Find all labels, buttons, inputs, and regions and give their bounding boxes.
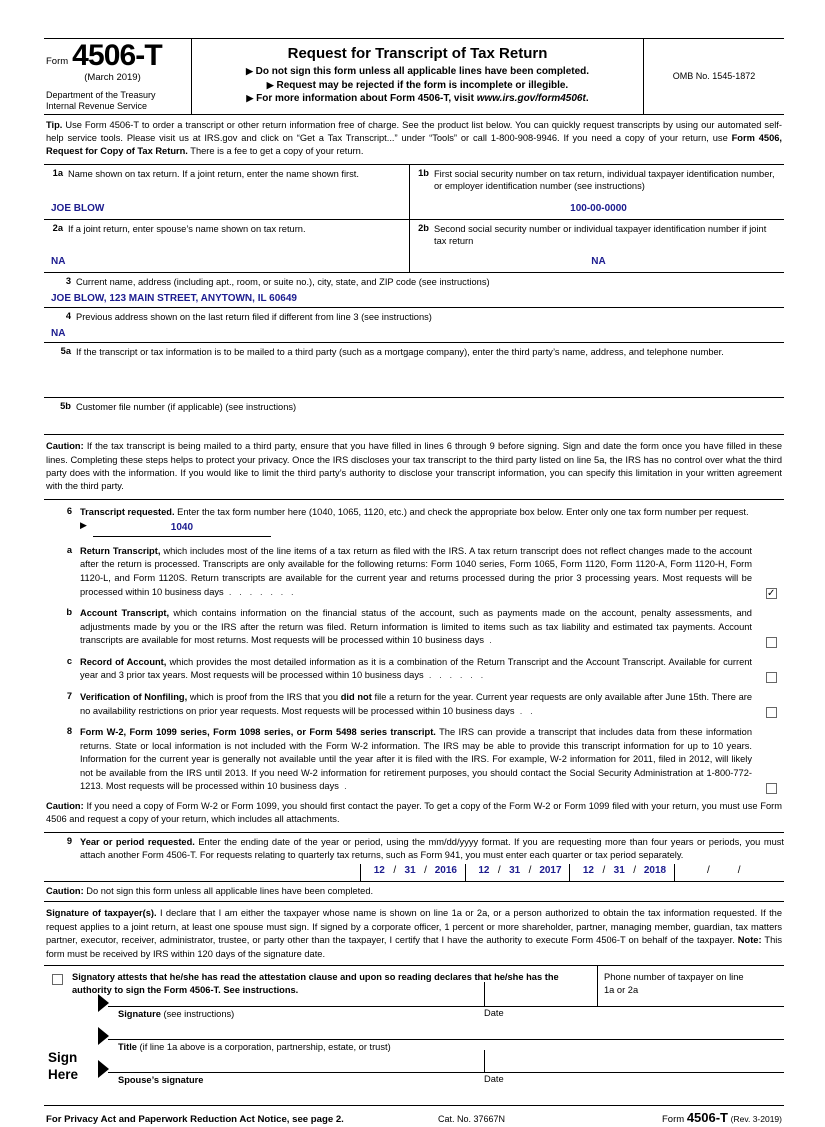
line-6-body xyxy=(80,506,758,537)
tip-paragraph xyxy=(44,115,784,165)
item-b-bold-lead: Account Transcript, xyxy=(80,608,170,619)
item-b-checkbox-cell xyxy=(758,607,784,648)
item-b-number: b xyxy=(66,607,72,618)
header-title-block xyxy=(192,39,644,114)
tip-text-1: Use Form 4506-T to order a transcript or other return information free of charge. See the product list below. You can quickly request transcripts by using our automated self-help service tools. Please visit us at IRS.gov and click on “Get a Tax Transcript...” under “Tools” or call 1-800-908-9946. If you need a copy of your return, use xyxy=(46,119,782,144)
checkbox-account-transcript[interactable] xyxy=(766,637,777,648)
signature-text-2: This form must be received by IRS within 120 days of the signature date. xyxy=(46,935,783,959)
line-1a-label: Name shown on tax return. If a joint return, enter the name shown first. xyxy=(68,168,359,179)
header-bullet-3-period: . xyxy=(585,93,589,104)
row-line-2 xyxy=(44,220,784,273)
date-2-day[interactable]: 31 xyxy=(509,865,521,877)
line-9-bold-lead: Year or period requested. xyxy=(80,836,195,847)
attestation-checkbox-cell xyxy=(52,971,72,1001)
signature-caption-rest: (see instructions) xyxy=(160,1009,235,1020)
catalog-number: Cat. No. 37667N xyxy=(438,1114,506,1125)
line-5b-label: Customer file number (if applicable) (see instructions) xyxy=(76,402,297,413)
form-number: 4506-T xyxy=(72,39,162,72)
item-7-text: which is proof from the IRS that you did not file a return for the year. Current year requests are only available after June 15th. There are no availability restrictions on prior year requests. Most requests will be processed within 10 business days xyxy=(80,691,753,716)
line-5b-value[interactable] xyxy=(48,414,780,420)
signature-note-label: Note: xyxy=(737,935,762,946)
sign-here-line-2: Here xyxy=(48,1067,79,1083)
date-group-2[interactable] xyxy=(465,864,570,881)
footer-form-word: Form xyxy=(662,1114,685,1126)
line-4-label: Previous address shown on the last return filed if different from line 3 (see instructions) xyxy=(76,311,432,322)
date-1-month[interactable]: 12 xyxy=(373,865,385,877)
tip-bold-form-4506: Form 4506, Request for Copy of Tax Return. xyxy=(46,133,783,157)
row-item-a xyxy=(44,541,784,603)
caution-3-label: Caution: xyxy=(46,885,84,896)
date-4-slash-1: / xyxy=(707,865,710,877)
signature-date-divider xyxy=(484,982,485,1006)
header-bullet-3-text: For more information about Form 4506-T, visit xyxy=(256,93,477,104)
signature-lines xyxy=(108,1006,784,1105)
caution-2-text: If you need a copy of Form W-2 or Form 1099, you should first contact the payer. To get a copy of the Form W-2 or Form 1099 filed with your return, you must use Form 4506 and request a copy of your return, which includes all attachments. xyxy=(46,800,782,825)
line-9-number: 9 xyxy=(66,835,72,846)
arrow-right-icon: ▶ xyxy=(245,66,253,76)
title-caption-rest: (if line 1a above is a corporation, partnership, estate, or trust) xyxy=(136,1042,391,1053)
item-a-text: which includes most of the line items of a tax return as filed with the IRS. A tax return transcript does not reflect changes made to the account after the return is processed. Transcripts are only available for the following returns: Form 1040 series, Form 1065, Form 1120, Form 1120-A, Form 1120-H, Form 1120-L, and Form 1120S. Return transcripts are available for the current year and returns processed during the prior 3 processing years. Most requests will be processed within 10 business days xyxy=(80,545,752,597)
signature-caption-bold: Signature xyxy=(118,1009,161,1020)
line-4-value[interactable]: NA xyxy=(51,328,66,340)
date-3-year[interactable]: 2018 xyxy=(643,865,667,877)
date-2-slash-1: / xyxy=(497,865,501,877)
item-a-leader: . . . . . . . xyxy=(223,586,297,597)
caution-3-text: Do not sign this form unless all applicable lines have been completed. xyxy=(83,885,374,896)
item-8-body xyxy=(80,726,758,794)
row-line-6 xyxy=(44,500,784,541)
caution-2-label: Caution: xyxy=(46,800,84,811)
date-1-slash-2: / xyxy=(424,865,427,877)
department-line-1: Department of the Treasury xyxy=(46,90,156,100)
line-1b-number: 1b xyxy=(418,167,429,178)
form-word-label: Form xyxy=(46,56,69,67)
row-line-9 xyxy=(44,833,784,881)
item-a-checkbox-cell xyxy=(758,545,784,599)
privacy-act-notice: For Privacy Act and Paperwork Reduction Act Notice, see page 2. xyxy=(46,1114,344,1126)
row-line-1 xyxy=(44,165,784,220)
line-6-value[interactable]: 1040 xyxy=(93,521,271,537)
line-9-text: Enter the ending date of the year or period, using the mm/dd/yyyy format. If you are requesting more than four years or periods, you must attach another Form 4506-T. For requests relating to quarterly tax returns, such as Form 941, you must enter each quarter or tax period separately. xyxy=(80,836,784,861)
line-2a-value[interactable]: NA xyxy=(51,255,66,267)
header-bullet-2 xyxy=(198,80,637,91)
item-7-leader: . . xyxy=(514,705,536,716)
item-7-checkbox-cell xyxy=(758,691,784,718)
row-line-4 xyxy=(44,308,784,343)
date-3-month[interactable]: 12 xyxy=(582,865,594,877)
item-7-number: 7 xyxy=(66,690,72,701)
date-3-slash-2: / xyxy=(633,865,636,877)
spouse-pointer-icon xyxy=(98,1060,109,1078)
caution-do-not-sign xyxy=(44,881,784,902)
cell-line-2a xyxy=(44,220,410,272)
date-3-slash-1: / xyxy=(602,865,606,877)
date-3-day[interactable]: 31 xyxy=(613,865,625,877)
line-5a-number: 5a xyxy=(60,346,71,357)
line-2a-label: If a joint return, enter spouse’s name shown on tax return. xyxy=(68,223,306,234)
arrow-right-icon: ▶ xyxy=(246,93,254,103)
spouse-signature-caption xyxy=(108,1073,784,1085)
attestation-row xyxy=(44,965,784,1006)
footer-form-number: 4506-T xyxy=(686,1110,729,1126)
date-2-month[interactable]: 12 xyxy=(478,865,490,877)
checkbox-record-of-account[interactable] xyxy=(766,672,777,683)
date-1-slash-1: / xyxy=(393,865,397,877)
spouse-signature-row xyxy=(108,1072,784,1105)
row-line-5a xyxy=(44,343,784,398)
arrow-right-icon: ▶ xyxy=(266,79,274,90)
page-title: Request for Transcript of Tax Return xyxy=(287,45,548,62)
item-b-leader: . xyxy=(484,635,495,646)
form-header xyxy=(44,38,784,115)
date-2-year[interactable]: 2017 xyxy=(539,865,562,877)
header-bullet-1 xyxy=(198,66,637,77)
item-8-leader: . xyxy=(338,781,350,792)
signature-text-1: I declare that I am either the taxpayer whose name is shown on line 1a or 2a, or a person authorized to obtain the tax information requested. If the request applies to a joint return, at least one spouse must sign. If signed by a corporate officer, 1 percent or more shareholder, partner, managing member, guardian, tax matters partner, executor, receiver, administrator, trustee, or party other than the taxpayer, I certify that I have the authority to execute Form 4506-T on behalf of the taxpayer. xyxy=(46,908,782,946)
line-2b-number: 2b xyxy=(418,222,429,233)
form-revision-date: (March 2019) xyxy=(84,72,141,83)
row-item-7 xyxy=(44,687,784,722)
caution-1-text: If the tax transcript is being mailed to a third party, ensure that you have filled in lines 6 through 9 before signing. Sign and date the form once you have filled in these lines. Completing these steps helps to protect your privacy. Once the IRS discloses your tax transcript to the third party listed on line 5a, the IRS has no control over what the third party does with the information. If you would like to limit the third party’s authority to disclose your transcript information, you can specify this limitation in your written agreement with the third party. xyxy=(46,441,782,492)
sign-here-block xyxy=(44,1006,784,1105)
header-bullet-3 xyxy=(198,93,637,104)
item-8-text: The IRS can provide a transcript that includes data from these information returns. State or local information is not included with the Form W-2 information. The IRS may be able to provide this transcript information for up to 10 years. Information for the current year is generally not available until the year after it is filed with the IRS. For example, W-2 information for 2011, filed in 2012, will likely not be available from the IRS until 2013. If you need W-2 information for retirement purposes, you should contact the Social Security Administration at 1-800-772-1213. Most requests will be processed within 10 business days xyxy=(80,727,752,792)
signature-row xyxy=(108,1006,784,1039)
line-2b-label: Second social security number or individual taxpayer identification number if joint tax return xyxy=(434,223,767,246)
line-1a-value[interactable]: JOE BLOW xyxy=(51,202,105,214)
line-3-value[interactable]: JOE BLOW, 123 MAIN STREET, ANYTOWN, IL 60649 xyxy=(51,292,297,304)
date-4-slash-2: / xyxy=(737,865,741,877)
date-1-day[interactable]: 31 xyxy=(404,865,416,877)
date-1-year[interactable]: 2016 xyxy=(434,865,457,877)
item-c-bold-lead: Record of Account, xyxy=(80,656,167,667)
tip-text-2: There is a fee to get a copy of your return. xyxy=(187,146,364,157)
checkbox-verification-of-nonfiling[interactable] xyxy=(766,707,777,718)
cell-line-1b xyxy=(410,165,784,219)
phone-label-line-1: Phone number of taxpayer on line xyxy=(604,972,744,983)
row-item-8 xyxy=(44,722,784,798)
spouse-caption-bold: Spouse’s signature xyxy=(118,1075,204,1086)
sign-here-line-1: Sign xyxy=(48,1050,78,1066)
checkbox-form-w2-1099-1098-5498[interactable] xyxy=(766,783,777,794)
form-footer xyxy=(44,1105,784,1127)
item-b-text: which contains information on the financial status of the account, such as payments made on the account, penalty assessments, and adjustments made by you or the IRS after the return was filed. Return information is limited to items such as tax liability and estimated tax payments. Account transcripts are available for most returns. Most requests will be processed within 10 business days xyxy=(80,608,752,646)
item-c-body xyxy=(80,656,758,683)
date-group-4[interactable] xyxy=(674,864,784,881)
line-6-bold-lead: Transcript requested. xyxy=(80,506,175,517)
item-b-body xyxy=(80,607,758,648)
item-8-checkbox-cell xyxy=(758,726,784,794)
checkbox-return-transcript[interactable] xyxy=(766,588,777,599)
date-group-3[interactable] xyxy=(569,864,674,881)
attestation-cell xyxy=(44,966,598,1006)
item-c-number: c xyxy=(66,655,72,666)
row-item-c xyxy=(44,652,784,687)
title-caption xyxy=(108,1040,784,1052)
footer-form-identity xyxy=(662,1110,782,1125)
signature-caption xyxy=(108,1007,784,1019)
line-1b-value[interactable]: 100-00-0000 xyxy=(570,202,627,214)
title-pointer-icon xyxy=(98,1027,109,1045)
line-5a-value[interactable] xyxy=(48,359,780,365)
header-bullet-1-text: Do not sign this form unless all applicable lines have been completed. xyxy=(255,66,590,77)
form-4506t xyxy=(44,38,784,1127)
row-line-5b xyxy=(44,398,784,435)
line-2b-value[interactable]: NA xyxy=(591,255,606,267)
line-5b-number: 5b xyxy=(60,401,71,412)
line-9-body xyxy=(80,836,784,881)
item-8-bold-lead: Form W-2, Form 1099 series, Form 1098 series, or Form 5498 series transcript. xyxy=(80,727,436,738)
caution-third-party xyxy=(44,435,784,500)
tip-label: Tip. xyxy=(46,119,63,130)
spouse-date-caption: Date xyxy=(484,1074,504,1085)
cell-line-1a xyxy=(44,165,410,219)
phone-number-value[interactable] xyxy=(604,997,778,1001)
header-bullet-2-text: Request may be rejected if the form is incomplete or illegible. xyxy=(276,79,569,91)
spouse-date-divider xyxy=(484,1050,485,1072)
item-7-body xyxy=(80,691,758,718)
signature-bold-lead: Signature of taxpayer(s). xyxy=(46,908,157,919)
line-1b-label: First social security number on tax return, individual taxpayer identification number, or employer identification number (see instructions) xyxy=(434,168,775,191)
line-6-number: 6 xyxy=(66,505,72,516)
line-2a-number: 2a xyxy=(52,222,63,233)
date-group-1[interactable] xyxy=(360,864,465,881)
line-4-number: 4 xyxy=(65,310,71,321)
item-8-number: 8 xyxy=(66,726,72,737)
item-c-checkbox-cell xyxy=(758,656,784,683)
row-item-b xyxy=(44,603,784,652)
item-7-bold-lead: Verification of Nonfiling, xyxy=(80,691,188,702)
caution-1-label: Caution: xyxy=(46,441,84,452)
line-1a-number: 1a xyxy=(52,167,63,178)
omb-number: OMB No. 1545-1872 xyxy=(672,71,756,82)
line-3-label: Current name, address (including apt., room, or suite no.), city, state, and ZIP code (see instructions) xyxy=(76,276,490,287)
title-caption-bold: Title xyxy=(118,1042,137,1053)
signature-declaration xyxy=(44,902,784,965)
cell-line-2b xyxy=(410,220,784,272)
item-a-bold-lead: Return Transcript, xyxy=(80,545,161,556)
arrow-right-icon: ▶ xyxy=(80,520,87,531)
line-3-number: 3 xyxy=(65,275,71,286)
issuing-agency xyxy=(44,90,187,112)
department-line-2: Internal Revenue Service xyxy=(46,100,148,111)
line-9-date-strip xyxy=(80,864,784,881)
header-form-identity xyxy=(44,39,192,114)
sign-here-label xyxy=(44,1006,108,1105)
title-row xyxy=(108,1039,784,1072)
footer-form-rev: (Rev. 3-2019) xyxy=(730,1114,782,1125)
irs-form-url[interactable]: www.irs.gov/form4506t xyxy=(476,93,586,104)
item-c-leader: . . . . . . xyxy=(423,670,486,681)
row-line-3 xyxy=(44,273,784,308)
item-c-text: which provides the most detailed information as it is a combination of the Return Transcript and the Account Transcript. Available for current year and 3 prior tax years. Most requests will be processed within 10 business days xyxy=(80,656,752,681)
item-a-number: a xyxy=(66,544,72,555)
phone-label-line-2: 1a or 2a xyxy=(604,985,639,996)
checkbox-signatory-attests[interactable] xyxy=(52,974,63,985)
attestation-text: Signatory attests that he/she has read the attestation clause and upon so reading declares that he/she has the authority to sign the Form 4506-T. See instructions. xyxy=(72,972,559,996)
line-6-text: Enter the tax form number here (1040, 1065, 1120, etc.) and check the appropriate box below. Enter only one tax form number per request. xyxy=(174,506,749,517)
item-a-body xyxy=(80,545,758,599)
signature-date-caption: Date xyxy=(484,1008,504,1019)
line-6-checkbox-spacer xyxy=(758,506,784,537)
line-5a-label: If the transcript or tax information is to be mailed to a third party (such as a mortgage company), enter the third party’s name, address, and telephone number. xyxy=(76,347,724,358)
date-2-slash-2: / xyxy=(528,865,532,877)
phone-number-cell xyxy=(598,966,784,1006)
signature-pointer-icon xyxy=(98,994,109,1012)
caution-w2-1099 xyxy=(44,798,784,833)
